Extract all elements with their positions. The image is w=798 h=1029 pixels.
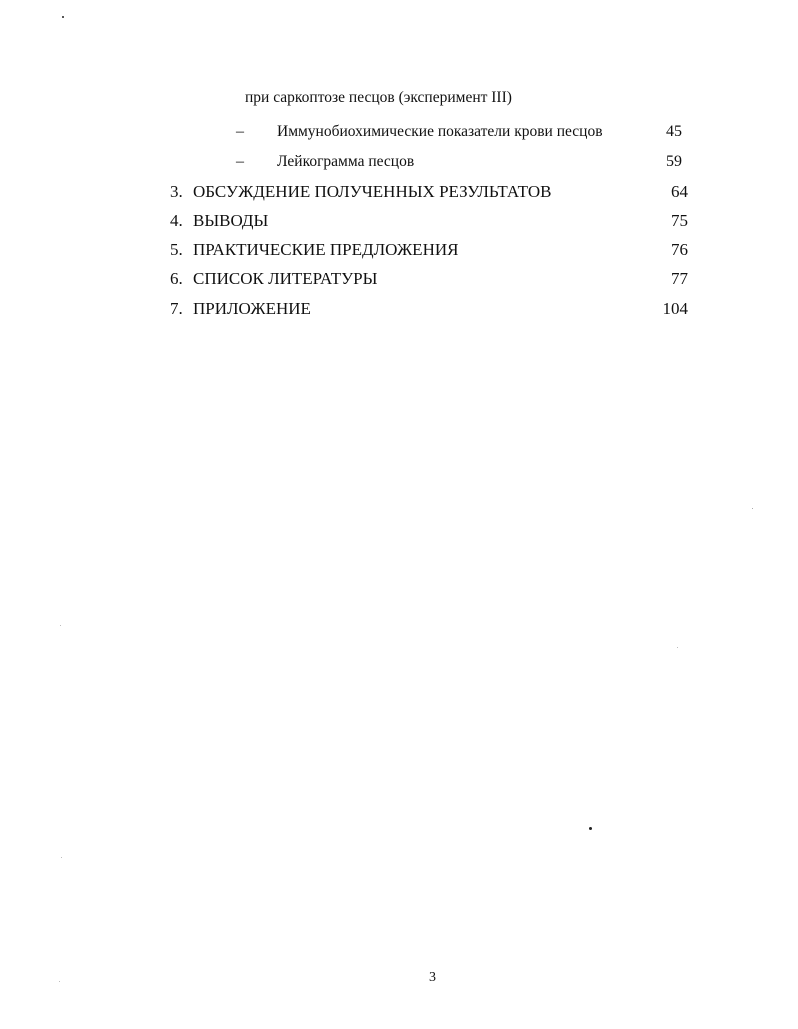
- page-number: 3: [429, 970, 436, 985]
- scan-speck: [61, 857, 62, 858]
- scan-speck: [752, 508, 753, 509]
- toc-section-number: 7.: [170, 299, 183, 318]
- toc-section-title: СПИСОК ЛИТЕРАТУРЫ: [193, 269, 378, 288]
- toc-page-number: 75: [671, 211, 688, 230]
- toc-section-title: ВЫВОДЫ: [193, 211, 269, 230]
- toc-page-number: 59: [666, 153, 682, 170]
- toc-continuation-line: при саркоптозе песцов (эксперимент III): [245, 89, 512, 106]
- toc-page-number: 45: [666, 123, 682, 140]
- toc-page-number: 104: [662, 299, 688, 318]
- toc-section-title: ПРИЛОЖЕНИЕ: [193, 299, 311, 318]
- toc-section-number: 5.: [170, 240, 183, 259]
- scan-speck: [589, 827, 592, 830]
- toc-page-number: 77: [671, 269, 688, 288]
- toc-page-number: 64: [671, 182, 688, 201]
- toc-section-number: 4.: [170, 211, 183, 230]
- scan-speck: [60, 625, 61, 626]
- toc-section-number: 3.: [170, 182, 183, 201]
- toc-dash: –: [236, 123, 244, 140]
- toc-section-title: ПРАКТИЧЕСКИЕ ПРЕДЛОЖЕНИЯ: [193, 240, 459, 259]
- scan-speck: [62, 16, 64, 18]
- scan-speck: [59, 981, 60, 982]
- toc-section-number: 6.: [170, 269, 183, 288]
- toc-page-number: 76: [671, 240, 688, 259]
- toc-sub-item-label: Иммунобиохимические показатели крови песцов: [277, 123, 603, 140]
- scan-speck: [677, 647, 678, 648]
- toc-dash: –: [236, 153, 244, 170]
- toc-sub-item-label: Лейкограмма песцов: [277, 153, 415, 170]
- toc-section-title: ОБСУЖДЕНИЕ ПОЛУЧЕННЫХ РЕЗУЛЬТАТОВ: [193, 182, 552, 201]
